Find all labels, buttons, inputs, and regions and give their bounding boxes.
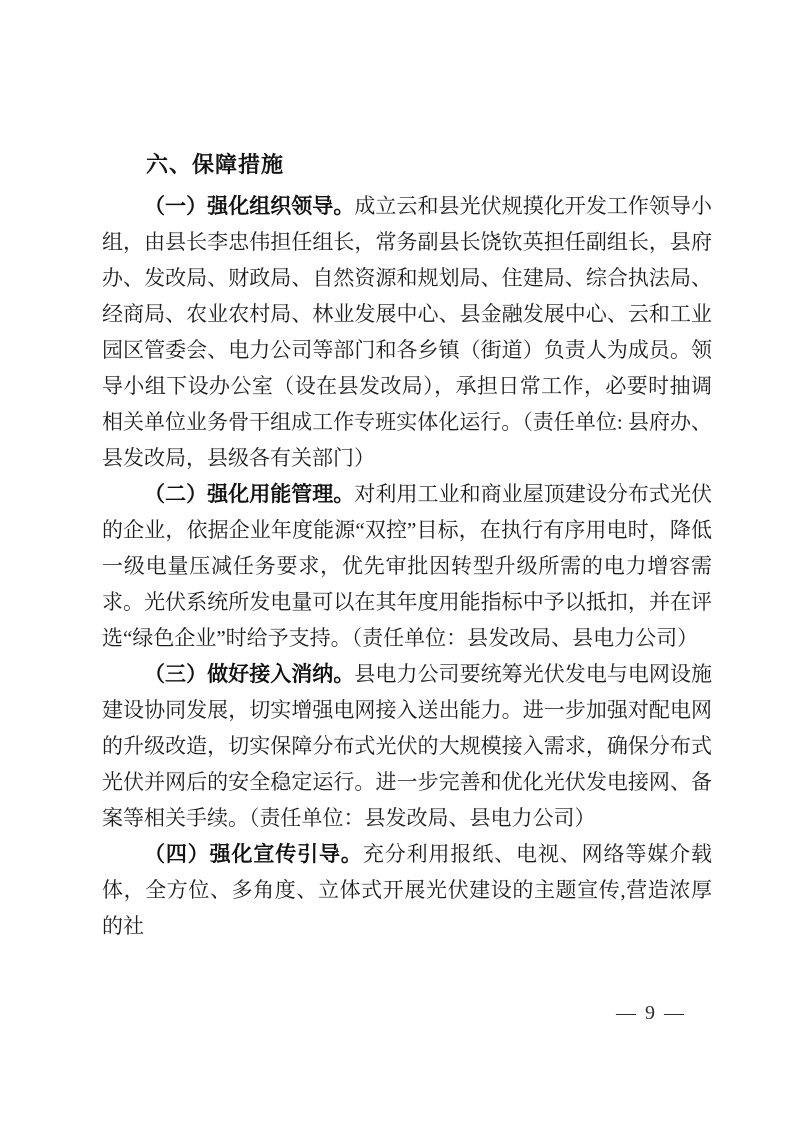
- section-heading: 六、保障措施: [146, 152, 285, 177]
- paragraph-4-text: 充分利用报纸、电视、网络等媒介载体，全方位、多角度、立体式开展光伏建设的主题宣传,营造浓厚的社: [102, 842, 713, 938]
- page-number: — 9 —: [616, 1002, 686, 1024]
- document-body: [102, 146, 712, 944]
- paragraph-4-lead: （四）强化宣传引导。: [144, 842, 363, 866]
- paragraph-2: [102, 476, 712, 656]
- paragraph-3-lead: （三）做好接入消纳。: [144, 662, 355, 686]
- paragraph-3-text: 县电力公司要统筹光伏发电与电网设施建设协同发展，切实增强电网接入送出能力。进一步加强对配电网的升级改造，切实保障分布式光伏的大规模接入需求，确保分布式光伏并网后的安全稳定运行。进一步完善和优化光伏发电接网、备案等相关手续。（责任单位：县发改局、县电力公司）: [102, 662, 713, 830]
- paragraph-1: [102, 188, 712, 476]
- paragraph-2-lead: （二）强化用能管理。: [144, 482, 355, 506]
- paragraph-1-text: 成立云和县光伏规摸化开发工作领导小组，由县长李忠伟担任组长，常务副县长饶钦英担任副组长，县府办、发改局、财政局、自然资源和规划局、住建局、综合执法局、经商局、农业农村局、林业发展中心、县金融发展中心、云和工业园区管委会、电力公司等部门和各乡镇（街道）负责人为成员。领导小组下设办公室（设在县发改局），承担日常工作，必要时抽调相关单位业务骨干组成工作专班实体化运行。（责任单位: 县府办、县发改局，县级各有关部门）: [102, 194, 713, 470]
- paragraph-1-lead: （一）强化组织领导。: [144, 194, 355, 218]
- paragraph-3: [102, 656, 712, 836]
- paragraph-4: [102, 836, 712, 944]
- paragraph-2-text: 对利用工业和商业屋顶建设分布式光伏的企业，依据企业年度能源“双控”目标，在执行有序用电时，降低一级电量压减任务要求，优先审批因转型升级所需的电力增容需求。光伏系统所发电量可以在其年度用能指标中予以抵扣，并在评选“绿色企业”时给予支持。（责任单位：县发改局、县电力公司）: [102, 482, 713, 650]
